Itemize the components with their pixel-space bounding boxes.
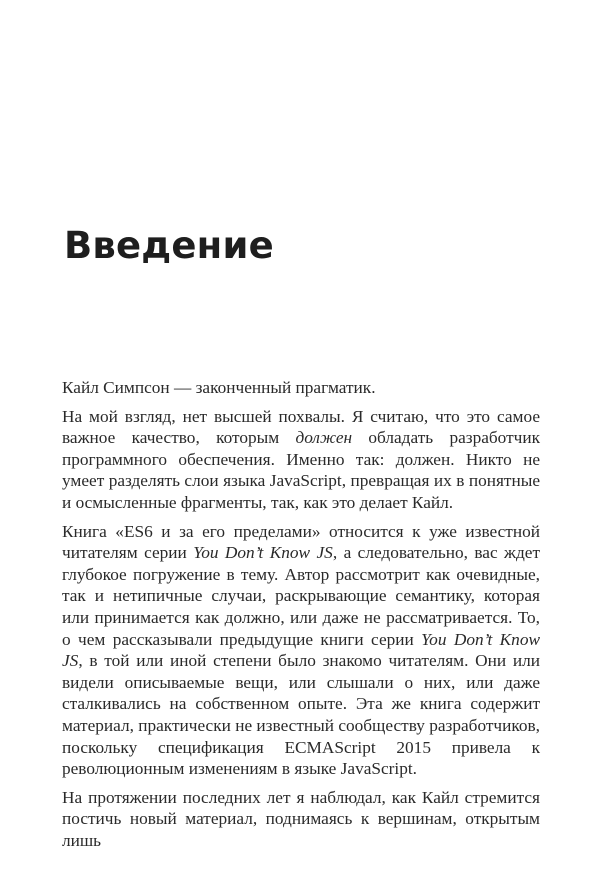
paragraph-4 <box>62 787 540 852</box>
paragraph-3 <box>62 521 540 780</box>
chapter-body <box>62 377 540 858</box>
text-run: Кайл Симпсон — законченный прагматик. <box>62 378 376 397</box>
series-title: You Don’t Know JS <box>62 629 540 671</box>
series-title: You Don’t Know JS <box>193 543 333 563</box>
emphasis-text: должен <box>295 428 353 448</box>
text-run: Книга «ES6 и за его пределами» относится к уже известной читателям серии <box>62 521 540 563</box>
chapter-title: Введение <box>64 224 274 267</box>
paragraph-2 <box>62 406 540 514</box>
paragraph-1 <box>62 377 540 399</box>
text-run: На мой взгляд, нет высшей похвалы. Я считаю, что это самое важное качество, которым <box>62 406 540 448</box>
text-run: обладать разработчик программного обеспечения. Именно так: должен. Никто не умеет разделять слои языка JavaScript, превращая их в понятные и осмысленные фрагменты, так, как это делает Кайл. <box>62 428 540 512</box>
text-run: , в той или иной степени было знакомо читателям. Они или видели описываемые вещи, или слышали о них, или даже сталкивались на собственном опыте. Эта же книга содержит материал, практически не известный сообществу разработчиков, поскольку спецификация ECMAScript 2015 привела к революционным изменениям в языке JavaScript. <box>62 651 541 779</box>
text-run: На протяжении последних лет я наблюдал, как Кайл стремится постичь новый материал, поднимаясь к вершинам, открытым лишь <box>62 787 540 850</box>
text-run: , а следовательно, вас ждет глубокое погружение в тему. Автор рассмотрит как очевидные, так и нетипичные случаи, раскрывающие семантику, которая или принимается как должно, или даже не рассматривается. То, о чем рассказывали предыдущие книги серии <box>62 543 540 649</box>
